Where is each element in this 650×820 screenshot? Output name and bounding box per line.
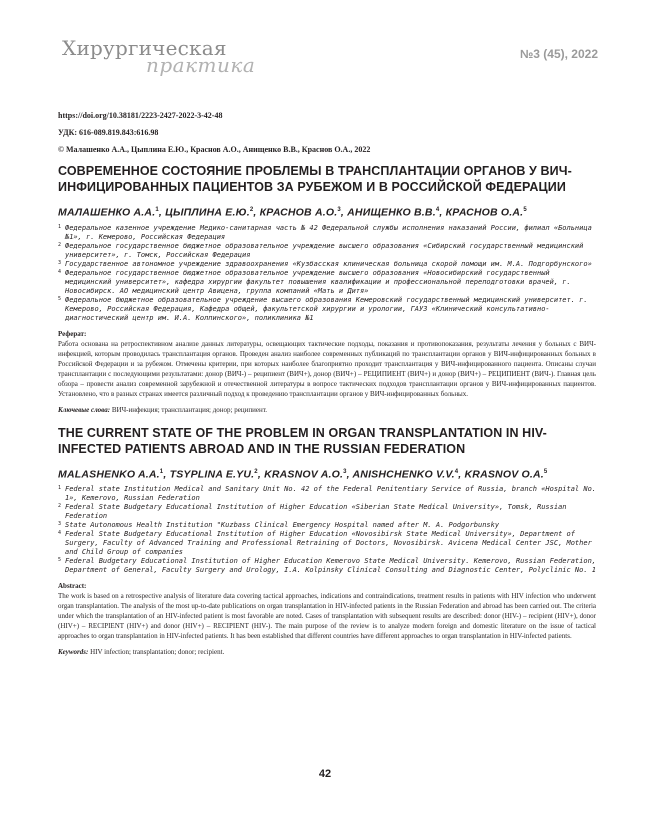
affiliation-num: 2 [58,503,62,509]
affiliation-text: Federal State Budgetary Educational Institution of Higher Education «Novosibirsk State Medical University», Department of Surgery, Faculty of Advanced Training and Professional Retraining of Doctors, Novosibirsk. Avicena Medical Center JSC, Mother and Child Group of companies [65,530,592,556]
abstract-label-en: Abstract: [58,582,87,590]
affiliation-text: Федеральное казенное учреждение Медико-санитарная часть № 42 Федеральной службы исполнения наказаний России, филиал «Больница №1», г. Кемерово, Российская Федерация [65,223,592,241]
authors-ru: МАЛАШЕНКО А.А.$^1$, ЦЫПЛИНА Е.Ю.$^2$, КРАСНОВ А.О.$^3$, АНИЩЕНКО В.В.$^4$, КРАСНОВ О.А.$^5$ [58,206,527,219]
author-sup: 5 [543,468,548,475]
affiliation-text: Государственное автономное учреждение здравоохранения «Кузбасская клиническая больница скорой помощи им. М.А. Подгорбунского» [65,259,592,268]
affiliations-en [58,485,596,575]
affiliation-text: Federal state Institution Medical and Sanitary Unit No. 42 of the Federal Penitentiary Service of Russia, branch «Hospital No. 1», Kemerovo, Russian Federation [65,485,597,502]
affiliation-num: 5 [58,557,62,563]
affiliation-num: 3 [58,521,62,527]
keywords-ru [58,405,596,415]
abstract-text-en: The work is based on a retrospective analysis of literature data covering tactical approaches, indications and contraindications, treatment results in patients with HIV infection who underwent organ transplantation. The analysis of the most up-to-date publications on organ transplantation in HIV-infected patients in the Russian Federation and abroad has been carried out. The criteria under which the transplantation of an HIV-infected patient is most favorable are noted. Cases of transplantation with subsequent results are described: donor (HIV-) – recipient (HIV+), donor (HIV+) – RECIPIENT (HIV+) and donor (HIV+) – RECIPIENT (HIV-). The main purpose of the review is to analyze modern foreign and domestic literature on the issue of tactical approaches to organ transplantation in HIV-infected patients. It has been established that different countries have different approaches to organ transplantation in HIV-infected patients. [58,592,596,640]
affiliation-num: 2 [58,241,62,248]
udc-code: УДК: 616-089.819.843:616.98 [58,128,159,137]
copyright-line: © Малашенко А.А., Цыплина Е.Ю., Краснов А.О., Анищенко В.В., Краснов О.А., 2022 [58,145,371,154]
keywords-text-ru: ВИЧ-инфекция; трансплантация; донор; реципиент. [111,405,267,414]
article-title-ru: СОВРЕМЕННОЕ СОСТОЯНИЕ ПРОБЛЕМЫ В ТРАНСПЛАНТАЦИИ ОРГАНОВ У ВИЧ-ИНФИЦИРОВАННЫХ ПАЦИЕНТОВ ЗА РУБЕЖОМ И В РОССИЙСКОЙ ФЕДЕРАЦИИ [58,164,572,194]
keywords-label-ru: Ключевые слова: [58,405,111,414]
author-ru: ЦЫПЛИНА Е.Ю. [165,206,250,219]
affiliation-item [58,269,596,296]
affiliation-text: State Autonomous Health Institution "Kuzbass Clinical Emergency Hospital named after M. A. Podgorbunsky [65,521,500,529]
affiliation-item [58,260,596,269]
author-ru: МАЛАШЕНКО А.А. [58,206,156,219]
affiliation-text: Федеральное бюджетное образовательное учреждение высшего образования Кемеровский государственный медицинский университет. г. Кемерово, Российская Федерация, Кафедра общей, факультетской хирургии и урологии, ГАУЗ «Клинический консультативно-диагностический центр им. И.А. Колпинского», поликлиника №1 [65,295,588,322]
author-ru: КРАСНОВ О.А. [445,206,524,219]
page-number: 42 [318,768,332,780]
author-sup: 1 [159,468,164,475]
affiliation-text: Федеральное государственное бюджетное образовательное учреждение высшего образования «Новосибирский государственный медицинский университет», кафедра хирургии факультет повышения квалификации и профессиональной переподготовки врачей, г. Новосибирск. АО медицинский центр Авицена, группа компаний «Мать и Дитя» [65,268,571,295]
author-en: TSYPLINA E.YU. [169,468,255,480]
affiliation-text: Федеральное государственное бюджетное образовательное учреждение высшего образования «Сибирский государственный медицинский университет», г. Томск, Российская Федерация [65,241,584,259]
affiliation-item [58,485,596,503]
article-content [58,110,596,657]
journal-subtitle: практика [146,53,256,77]
affiliation-item [58,557,596,575]
page-header [0,0,650,80]
keywords-en [58,647,596,657]
doi-link[interactable]: https://doi.org/10.38181/2223-2427-2022-3-42-48 [58,111,223,120]
affiliation-text: Federal State Budgetary Educational Institution of Higher Education «Siberian State Medical University», Tomsk, Russian Federation [65,503,567,520]
journal-logo [62,36,256,78]
affiliation-num: 1 [58,223,62,230]
affiliation-item [58,242,596,260]
affiliation-item [58,530,596,557]
author-sup: 4 [435,207,440,213]
affiliation-text: Federal Budgetary Educational Institution of Higher Education Kemerovo State Medical University. Kemerovo, Russian Federation, Department of General, Faculty Surgery and Urology, I.A. Kolpinsky Clinical Consulting and Diagnostic Center, Polyclinic No. 1 [65,557,597,574]
affiliation-num: 1 [58,485,62,491]
journal-name: Хирургическая [62,36,227,60]
author-en: KRASNOV A.O. [264,468,344,480]
affiliation-num: 4 [58,268,62,275]
author-sup: 3 [337,207,341,213]
author-ru: КРАСНОВ А.О. [259,206,338,219]
author-sup: 1 [155,207,159,213]
author-ru: АНИЩЕНКО В.В. [347,206,436,219]
author-en: ANISHCHENKO V.V. [352,468,455,480]
author-sup: 5 [523,207,527,213]
affiliation-item [58,521,596,530]
keywords-text-en: HIV infection; transplantation; donor; recipient. [90,648,225,656]
article-title-en: THE CURRENT STATE OF THE PROBLEM IN ORGAN TRANSPLANTATION IN HIV-INFECTED PATIENTS ABROAD AND IN THE RUSSIAN FEDERATION [58,425,547,456]
affiliation-num: 3 [58,259,62,266]
author-sup: 2 [249,207,254,213]
authors-en: MALASHENKO A.A.$^1$, TSYPLINA E.YU.$^2$, KRASNOV A.O.$^3$, ANISHCHENKO V.V.$^4$, KRASNOV O.A.$^5$ [58,468,548,480]
affiliation-item [58,224,596,242]
author-en: KRASNOV O.A. [464,468,544,480]
affiliation-item [58,503,596,521]
keywords-label-en: Keywords: [58,648,89,656]
affiliation-num: 4 [58,530,62,536]
abstract-text-ru: Работа основана на ретроспективном анализе данных литературы, освещающих тактические подходы, показания и противопоказания, результаты лечения у больных с ВИЧ-инфекцией, которым проводилась трансплантация органов. Проведен анализ наиболее современных публикаций по трансплантации органов у ВИЧ-инфицированных больных в Российской Федерации и за рубежом. Отмечены критерии, при которых наиболее благоприятно проходит трансплантация у ВИЧ-инфицированного пациента. Описаны случаи трансплантации с последующими результатами: донор (ВИЧ-) – реципиент (ВИЧ+), донор (ВИЧ+) – РЕЦИПИЕНТ (ВИЧ+) и донор (ВИЧ+) – РЕЦИПИЕНТ (ВИЧ-). Главная цель обзора – провести анализ современной зарубежной и отечественной литературы в вопросе тактических подходов трансплантации органов у ВИЧ-инфицированных пациентов. Установлено, что в разных странах имеется различный подход к проведению трансплантации органов у ВИЧ-инфицированных больных. [58,339,596,398]
affiliation-item [58,296,596,323]
abstract-label-ru: Реферат: [58,329,87,338]
affiliations-ru [58,224,596,323]
author-en: MALASHENKO A.A. [58,468,160,480]
author-sup: 2 [254,468,258,475]
affiliation-num: 5 [58,295,62,302]
author-sup: 4 [454,468,459,475]
author-sup: 3 [343,468,347,475]
issue-number: №3 (45), 2022 [519,47,598,61]
